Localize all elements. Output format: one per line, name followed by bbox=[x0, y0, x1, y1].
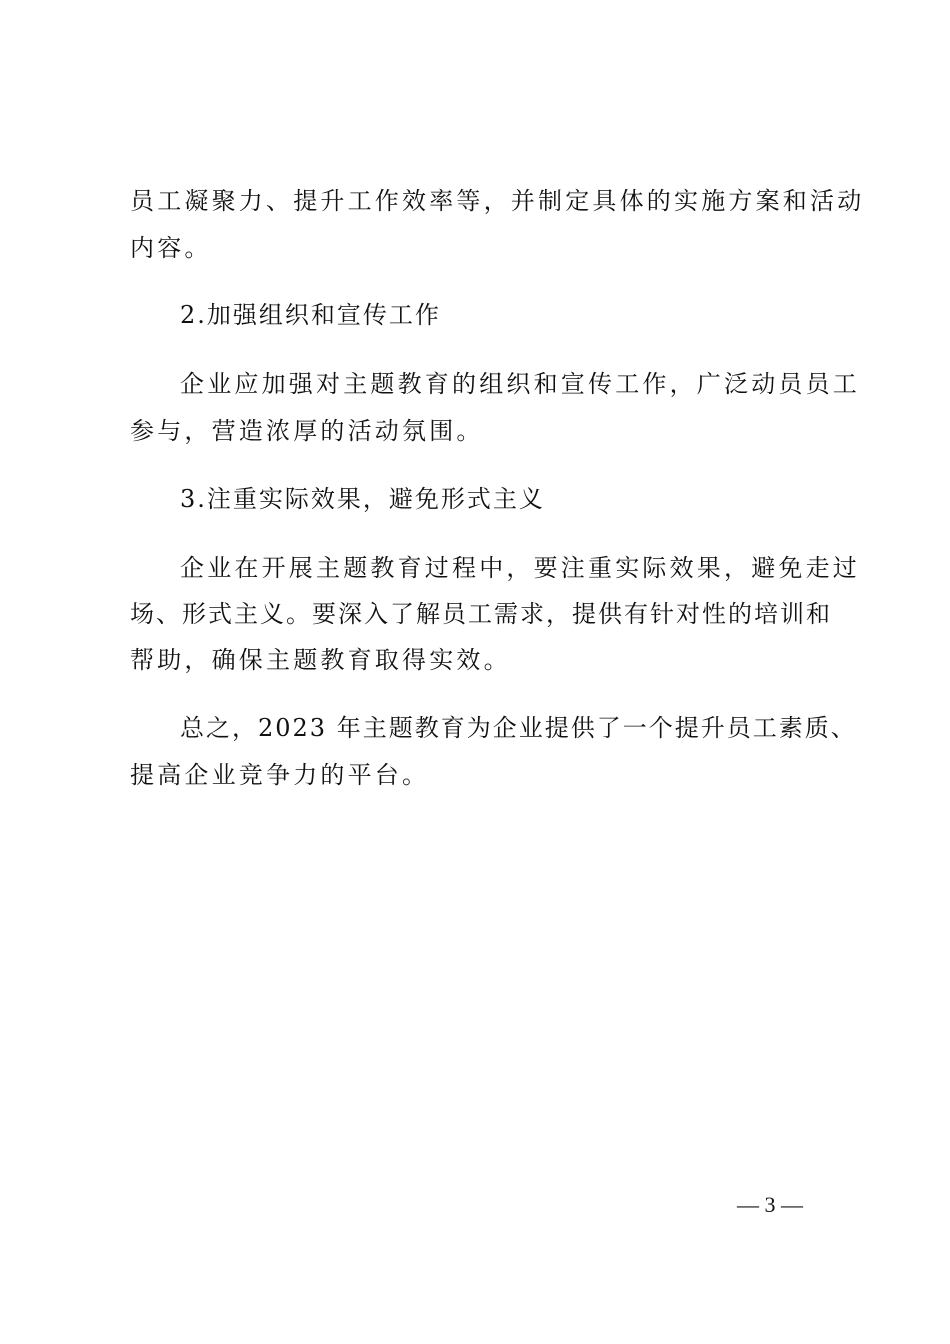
paragraph-line: 提高企业竞争力的平台。 bbox=[130, 761, 430, 789]
section-heading: 3.注重实际效果，避免形式主义 bbox=[180, 485, 545, 513]
paragraph-line: 参与，营造浓厚的活动氛围。 bbox=[130, 417, 484, 445]
paragraph-line: 企业应加强对主题教育的组织和宣传工作，广泛动员员工 bbox=[180, 370, 860, 398]
paragraph-line: 员工凝聚力、提升工作效率等，并制定具体的实施方案和活动 bbox=[130, 187, 865, 215]
paragraph-line: 企业在开展主题教育过程中，要注重实际效果，避免走过 bbox=[180, 554, 860, 582]
paragraph-line: 总之，2023 年主题教育为企业提供了一个提升员工素质、 bbox=[180, 714, 857, 742]
section-heading: 2.加强组织和宣传工作 bbox=[180, 301, 441, 329]
page-number: — 3 — bbox=[737, 1192, 803, 1217]
paragraph-line: 内容。 bbox=[130, 234, 212, 262]
paragraph-line: 帮助，确保主题教育取得实效。 bbox=[130, 646, 511, 674]
paragraph-line: 场、形式主义。要深入了解员工需求，提供有针对性的培训和 bbox=[130, 600, 832, 628]
